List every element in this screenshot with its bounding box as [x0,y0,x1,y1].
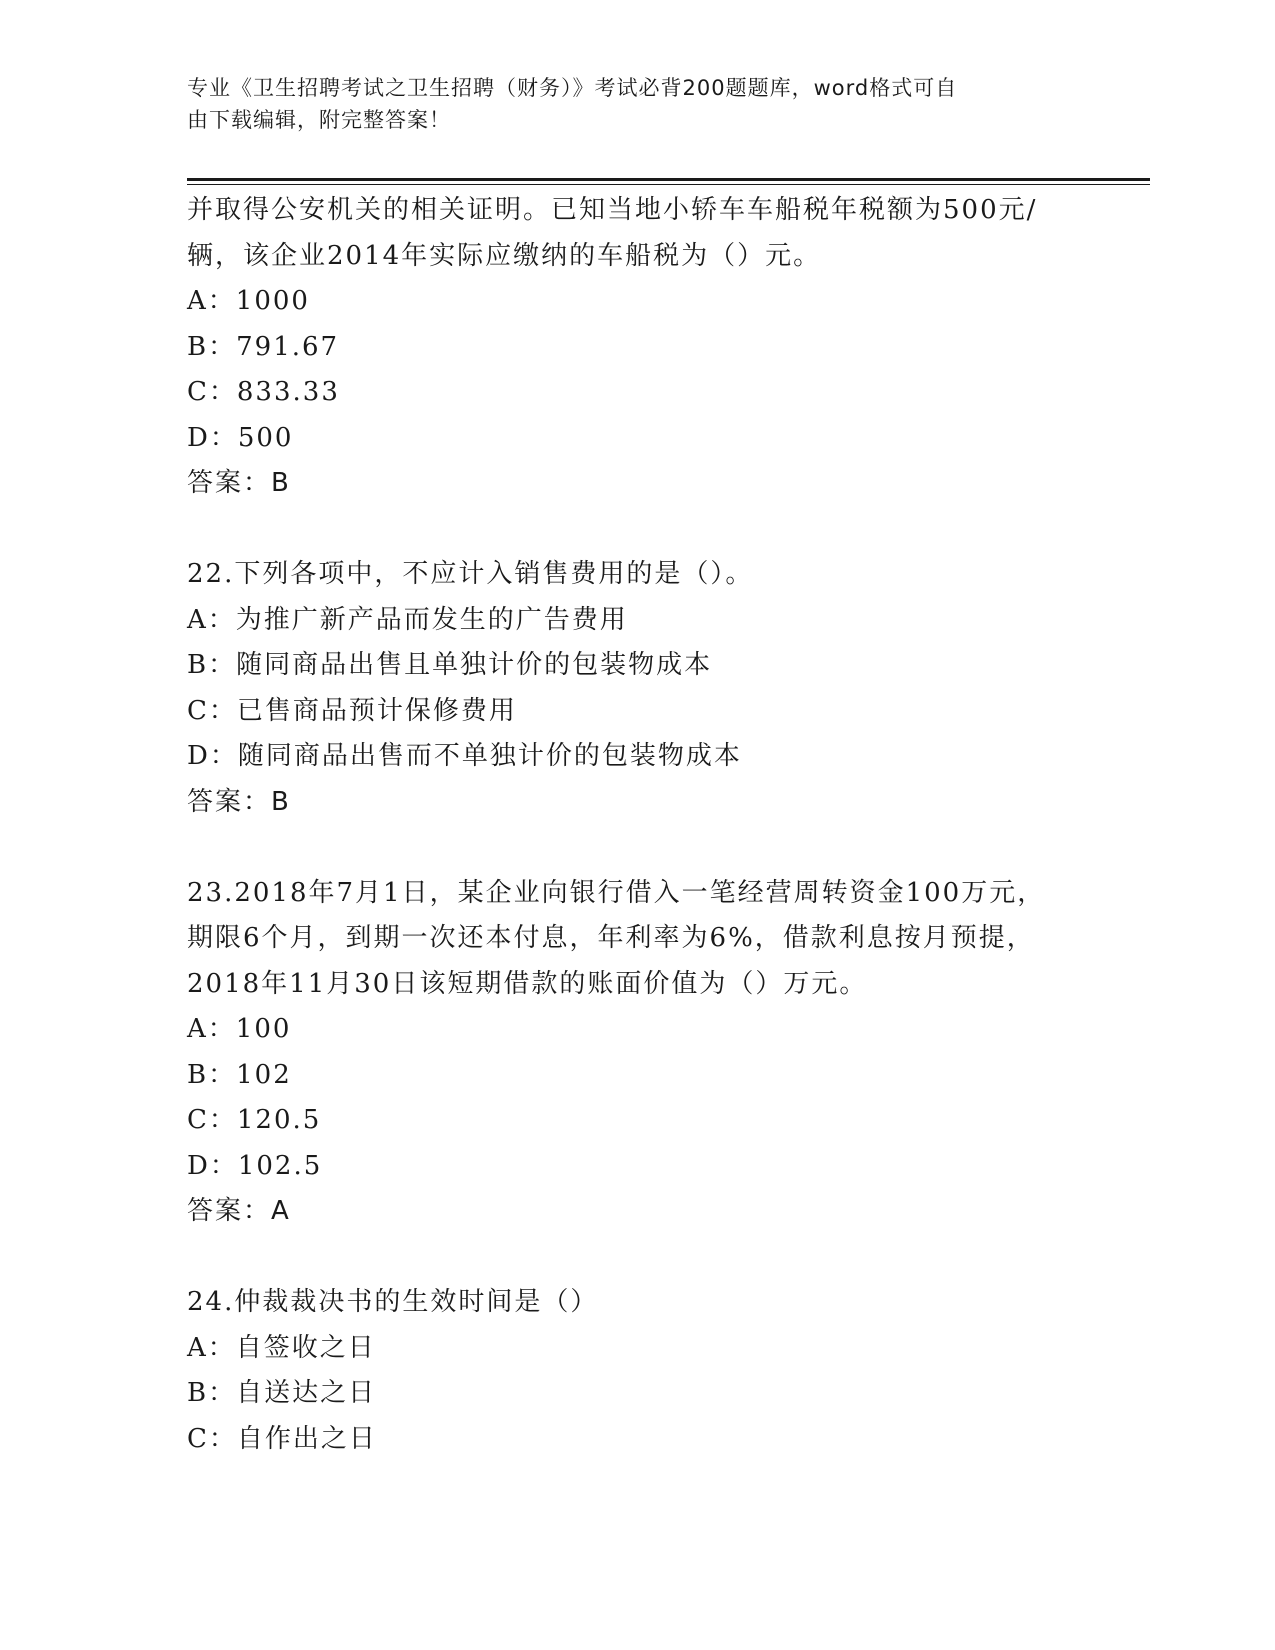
question-22 [187,552,1087,825]
question-stem-line: 期限6个月，到期一次还本付息，年利率为6%，借款利息按月预提， [187,923,1035,953]
spacer [187,825,1087,871]
question-list [187,188,1087,1462]
question-24 [187,1280,1087,1462]
spacer [187,1235,1087,1281]
option-b: B：随同商品出售且单独计价的包装物成本 [187,650,713,680]
question-stem-line: 辆，该企业2014年实际应缴纳的车船税为（）元。 [187,240,822,271]
option-d: D：102.5 [187,1150,323,1181]
option-a: A：为推广新产品而发生的广告费用 [187,604,628,635]
answer-line: 答案：B [187,468,291,498]
option-c: C：已售商品预计保修费用 [187,695,517,726]
option-a: A：1000 [187,286,310,316]
option-d: D：随同商品出售而不单独计价的包装物成本 [187,741,742,771]
option-d: D：500 [187,422,294,453]
document-header [187,72,1067,136]
option-b: B：102 [187,1059,292,1090]
header-title-line-1: 专业《卫生招聘考试之卫生招聘（财务）》考试必背200题题库，word格式可自 [187,76,958,100]
option-b: B：自送达之日 [187,1378,377,1408]
option-b: B：791.67 [187,331,340,362]
question-stem-line: 24.仲裁裁决书的生效时间是（） [187,1287,599,1317]
option-c: C：自作出之日 [187,1423,377,1454]
question-stem-line: 并取得公安机关的相关证明。已知当地小轿车车船税年税额为500元/ [187,195,1038,225]
question-21 [187,188,1087,507]
spacer [187,507,1087,553]
question-stem-line: 2018年11月30日该短期借款的账面价值为（）万元。 [187,968,868,999]
answer-line: 答案：B [187,786,291,817]
question-23 [187,871,1087,1235]
option-a: A：自签收之日 [187,1332,376,1363]
question-stem-line: 23.2018年7月1日，某企业向银行借入一笔经营周转资金100万元， [187,877,1046,908]
question-stem-line: 22.下列各项中，不应计入销售费用的是（）。 [187,559,754,589]
header-divider-thick [187,178,1150,181]
option-c: C：120.5 [187,1105,322,1135]
answer-line: 答案：A [187,1196,291,1226]
option-a: A：100 [187,1014,292,1044]
header-title-line-2: 由下载编辑，附完整答案！ [187,108,451,132]
header-divider-thin [187,184,1150,185]
option-c: C：833.33 [187,377,340,407]
